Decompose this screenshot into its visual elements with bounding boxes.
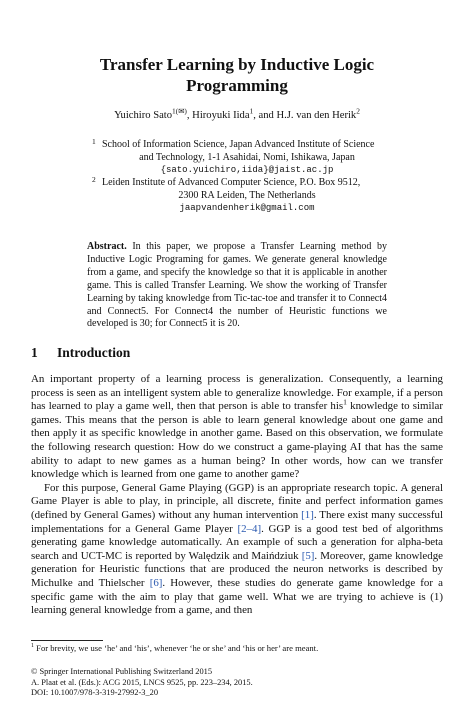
paragraph-2-text-3: . GGP is a good test bed of algorithms generating game knowledge automatically. An example of such a generation for alpha-beta search and UCT-MC is reported by Walędzik and Maińdziuk [31,522,443,562]
title-line-2: Programming [186,76,288,95]
abstract-text: In this paper, we propose a Transfer Learning method by Inductive Logic Programing for games. We generate general knowledge from a game, and specify the knowledge so that it is applicable in another game. This is called Transfer Learning. We show the working of Transfer Learning by taking knowledge from Tic-tac-toe and transfer it to Connect4 and Connect5. For Connect4 the number of Heuristic functions we developed is 30; for Connect5 it is 20. [87,241,387,330]
abstract [87,241,387,331]
author-1: Yuichiro Sato [114,110,173,121]
author-1-sup: 1(✉) [172,106,187,116]
affiliation-1-line2: and Technology, 1-1 Asahidai, Nomi, Ishikawa, Japan [139,152,355,163]
section-title: Introduction [57,345,131,360]
footnote-marker: 1 [343,397,347,407]
proceedings-line: A. Plaat et al. (Eds.): ACG 2015, LNCS 9525, pp. 223–234, 2015. [31,677,253,687]
section-heading [31,345,130,361]
affiliation-1-line1: School of Information Science, Japan Advanced Institute of Science [102,139,375,150]
affiliation-2-number: 2 [92,175,96,184]
abstract-label: Abstract. [87,241,127,252]
affiliation-1-number: 1 [92,137,96,146]
affiliation-1-email: {sato.yuichiro,iida}@jaist.ac.jp [160,165,334,175]
copyright-block [31,667,253,699]
affiliation-2-line2: 2300 RA Leiden, The Netherlands [178,190,316,201]
doi-line: DOI: 10.1007/978-3-319-27992-3_20 [31,688,159,698]
affiliation-2-email: jaapvandenherik@gmail.com [179,203,315,213]
paragraph-1 [31,373,443,482]
footnote [31,643,443,653]
body-text [31,373,443,618]
author-2: , Hiroyuki Iida [186,110,250,121]
paragraph-2-text-4: . Moreover, game knowledge generation for Heuristic functions that are produced the neuron networks is described by Michulke and Thielscher [31,549,443,589]
paragraph-1-part-a: An important property of a learning process is generalization. Consequently, a learning process is seen as an intelligent system able to generalize knowledge. For example, if a person has learned to play a game well, then that person is able to transfer his [31,373,443,413]
paragraph-2-text-2: . There exist many successful implementations for a General Game Player [31,508,443,535]
affiliation-2 [92,176,402,215]
footnote-text: For brevity, we use ‘he’ and ‘his’, whenever ‘he or she’ and ‘his or her’ are meant. [36,643,319,653]
paper-title [60,54,414,96]
footnote-divider [31,640,103,641]
footnote-number: 1 [31,643,35,650]
citation-link[interactable]: [2–4] [237,522,262,535]
copyright-line: © Springer International Publishing Switzerland 2015 [31,667,213,676]
citation-link[interactable]: [5] [301,549,315,562]
paragraph-1-part-b: knowledge to similar games. This means that the person is able to learn general knowledge about one game and then apply it as specific knowledge in another game. Based on this observation, we formulate the following research question: How do we construct a game-playing AI that has the same ability to adapt to new games as a human being? In other words, how can we transfer knowledge which is learned from one game to another game? [31,400,444,481]
author-2-sup: 1 [249,106,254,116]
title-line-1: Transfer Learning by Inductive Logic [99,55,375,74]
paragraph-2-text-1: For this purpose, General Game Playing (GGP) is an appropriate research topic. A general Game Player is able to play, in principle, all discrete, finite and perfect information games (defined by General Games) without any human intervention [31,481,443,521]
paragraph-2 [31,482,443,618]
citation-link[interactable]: [1] [301,508,314,521]
affiliation-1 [92,138,402,177]
author-3-sup: 2 [356,106,360,116]
citation-link[interactable]: [6] [149,576,163,589]
author-list [60,106,414,121]
section-number: 1 [31,345,38,360]
author-3: , and H.J. van den Herik [253,110,357,121]
affiliation-2-line1: Leiden Institute of Advanced Computer Science, P.O. Box 9512, [102,177,361,188]
paragraph-2-text-5: . However, these studies do generate game knowledge for a specific game with the aim to play that game well. What we are trying to achieve is (1) learning general knowledge from a game, and then [31,576,443,617]
